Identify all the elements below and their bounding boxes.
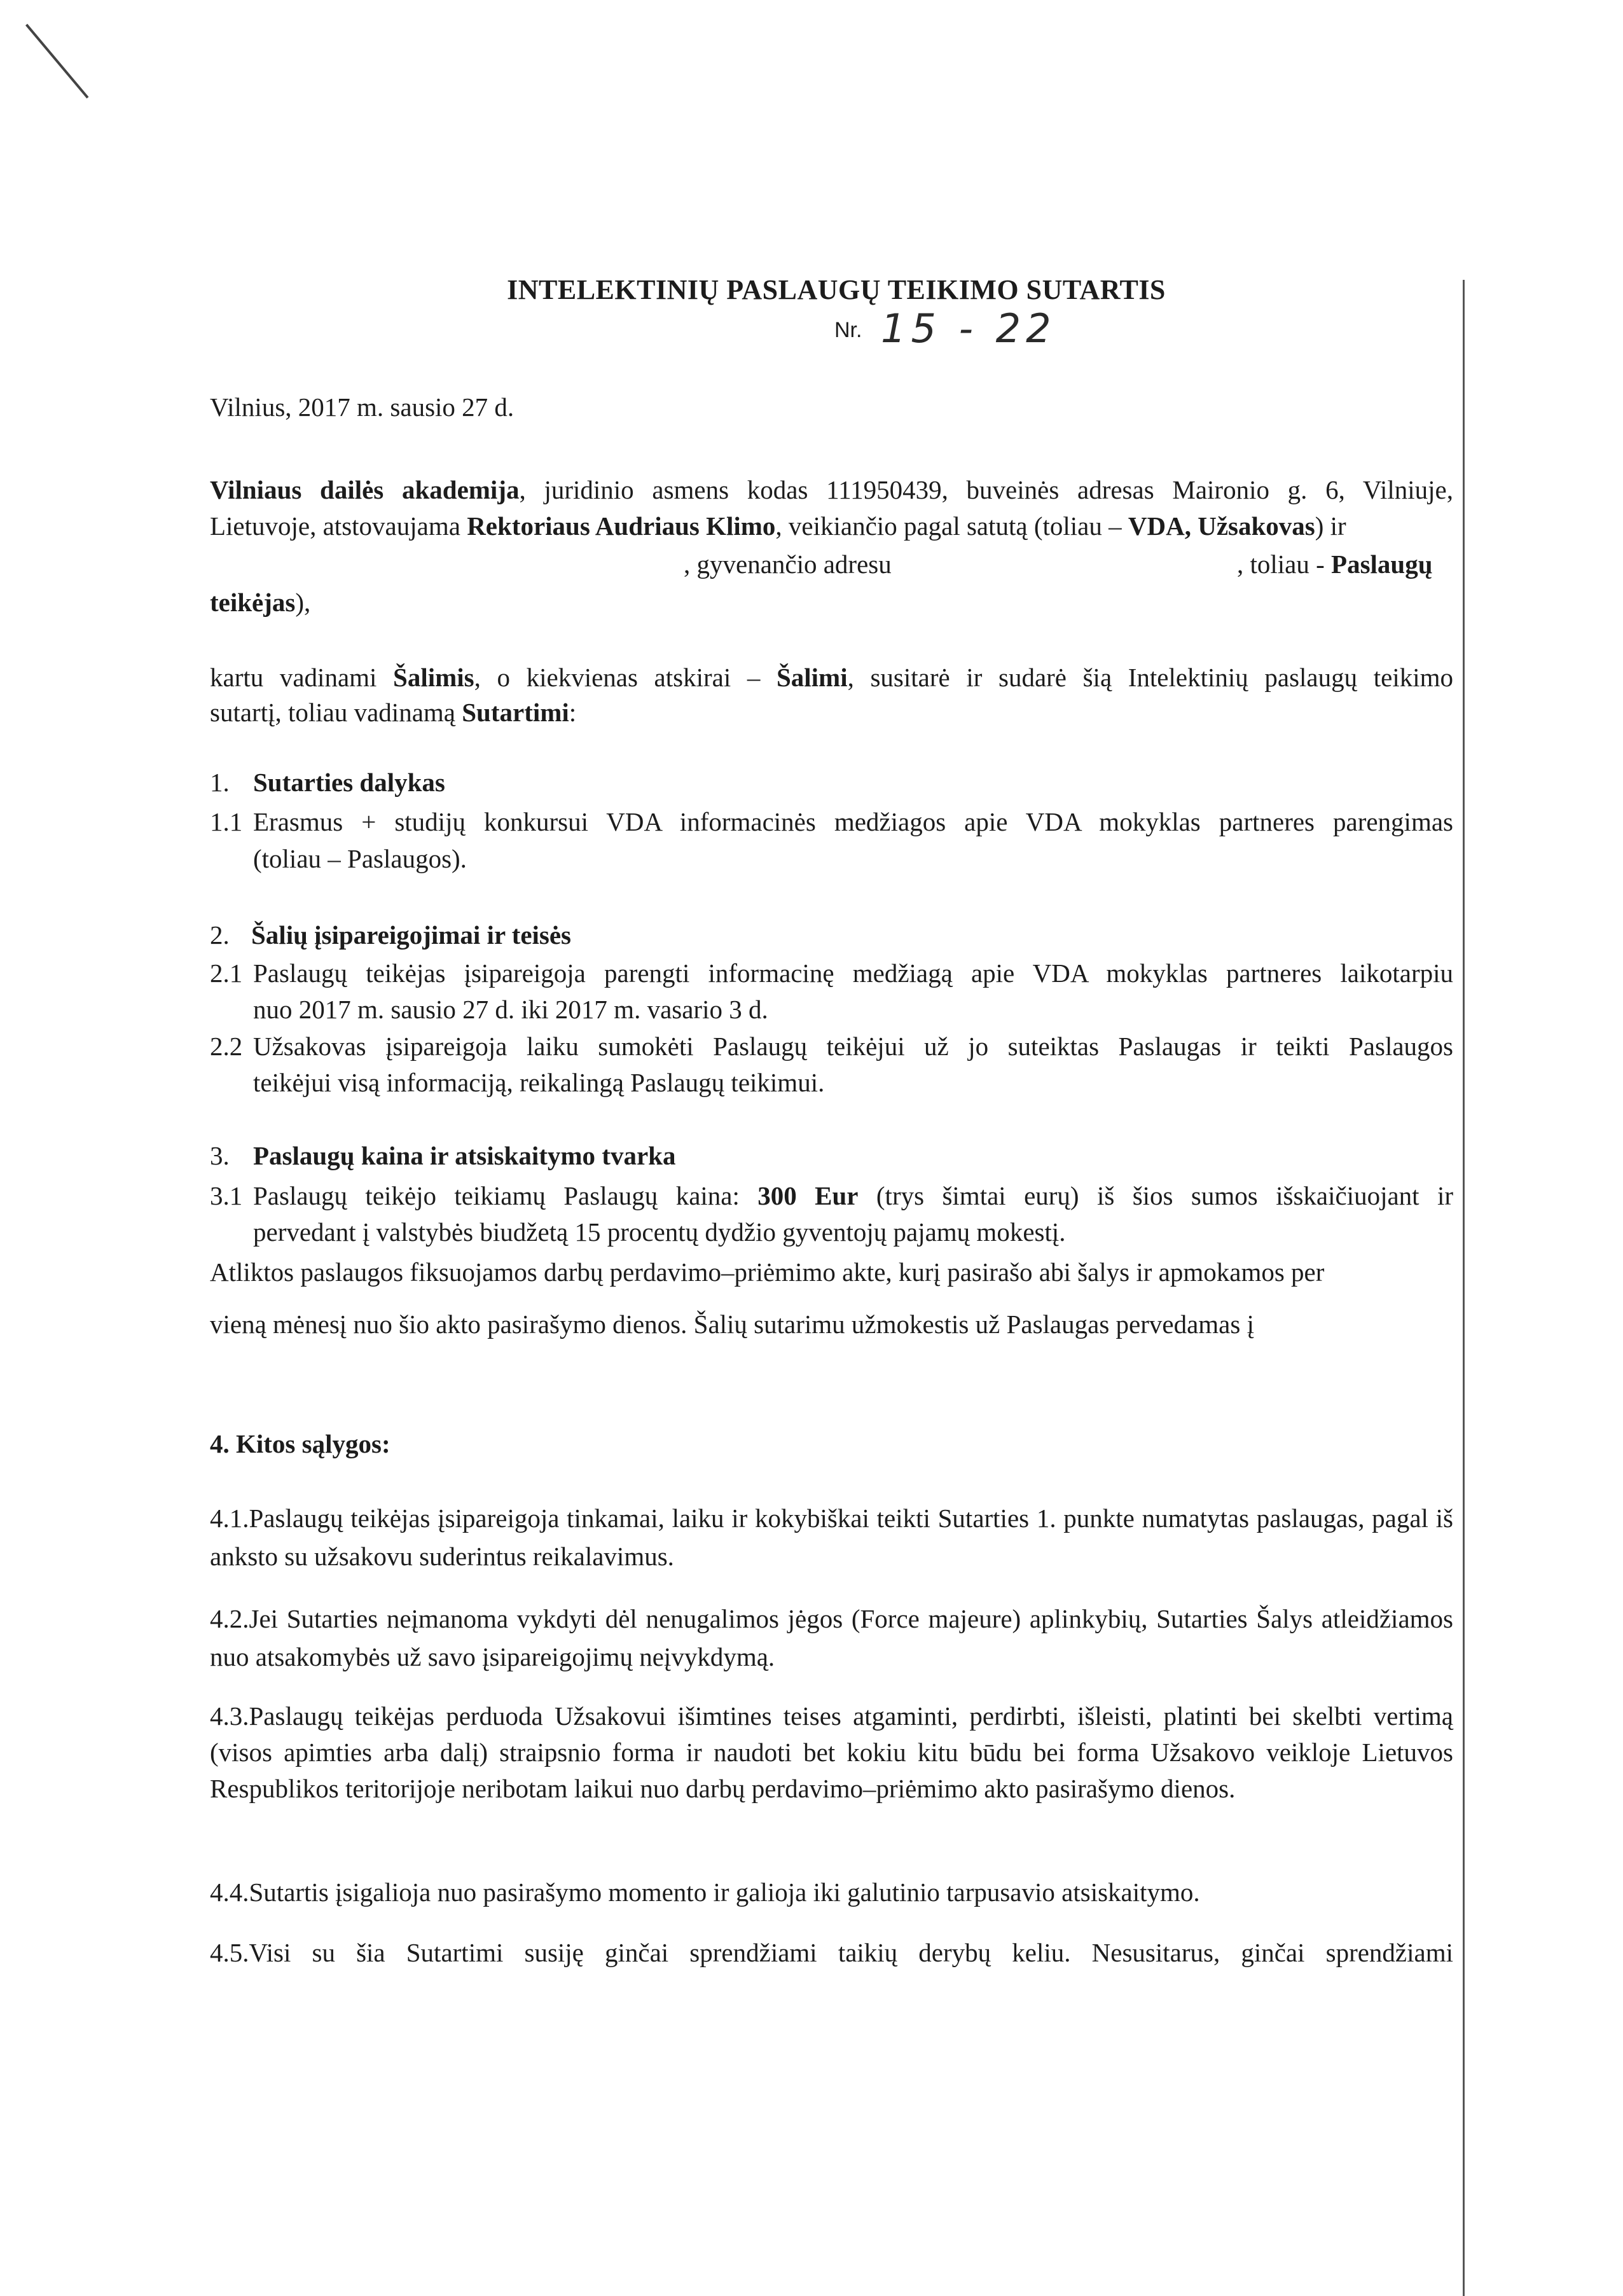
parties-text: , veikiančio pagal satutą (toliau – — [775, 511, 1128, 541]
payment-line-1: Atliktos paslaugos fiksuojamos darbų perdavimo–priėmimo akte, kurį pasirašo abi šalys ir apmokamos per — [210, 1257, 1325, 1287]
heading-text: Šalių įsipareigojimai ir teisės — [251, 920, 572, 950]
clause-1-1-line-2: (toliau – Paslaugos). — [253, 844, 467, 873]
vda-label: VDA, Užsakovas — [1128, 511, 1315, 541]
clause-2-1-line-1: Paslaugų teikėjas įsipareigoja parengti informacinę medžiagą apie VDA mokyklas partneres laikotarpiu — [253, 958, 1453, 988]
clause-3-1-number: 3.1 — [210, 1181, 243, 1210]
rector-name: Rektoriaus Audriaus Klimo — [467, 511, 776, 541]
parties-text: Lietuvoje, atstovaujama — [210, 511, 467, 541]
provider-line — [1237, 545, 1433, 583]
heading-text: Paslaugų kaina ir atsiskaitymo tvarka — [253, 1141, 676, 1170]
parties-text: , toliau - — [1237, 550, 1332, 579]
right-margin-line — [1463, 280, 1465, 2296]
clause-2-2-number: 2.2 — [210, 1032, 243, 1061]
parties-line-1 — [210, 471, 1453, 509]
intro-text: : — [569, 698, 577, 727]
term-sutartimi: Sutartimi — [462, 698, 569, 727]
contract-number-handwritten: 15 - 22 — [881, 305, 1056, 352]
section-2-title — [251, 916, 571, 954]
section-2-number: 2. — [210, 920, 230, 950]
contract-number-label: Nr. — [834, 318, 862, 342]
clause-3-1-line-2: pervedant į valstybės biudžetą 15 procentų dydžio gyventojų pajamų mokestį. — [253, 1217, 1066, 1247]
section-1-title — [253, 763, 445, 801]
section-3-title — [253, 1137, 675, 1175]
clause-3-1-line-1 — [253, 1177, 1453, 1215]
payment-line-2: vieną mėnesį nuo šio akto pasirašymo dienos. Šalių sutarimu užmokestis už Paslaugas pervedamas į — [210, 1310, 1254, 1339]
intro-line-1 — [210, 658, 1453, 696]
clause-1-1-line-1: Erasmus + studijų konkursui VDA informacinės medžiagos apie VDA mokyklas partneres parengimas — [253, 807, 1453, 836]
clause-2-2-line-2: teikėjui visą informaciją, reikalingą Paslaugų teikimui. — [253, 1068, 825, 1097]
heading-text: Sutarties dalykas — [253, 768, 445, 797]
clause-2-1-number: 2.1 — [210, 958, 243, 988]
provider-label: Paslaugų — [1331, 550, 1433, 579]
parties-text: ), — [295, 588, 311, 617]
intro-text: , o kiekvienas atskirai – — [474, 663, 777, 692]
clause-2-1-line-2: nuo 2017 m. sausio 27 d. iki 2017 m. vasario 3 d. — [253, 995, 768, 1024]
clause-4-1: 4.1.Paslaugų teikėjas įsipareigoja tinkamai, laiku ir kokybiškai teikti Sutarties 1. punkte numatytas paslaugas, pagal iš anksto su užsakovu suderintus reikalavimus. — [210, 1504, 1453, 1571]
clause-4-4: 4.4.Sutartis įsigalioja nuo pasirašymo momento ir galioja iki galutinio tarpusavio atsiskaitymo. — [210, 1878, 1200, 1907]
document-title: INTELEKTINIŲ PASLAUGŲ TEIKIMO SUTARTIS — [507, 274, 1166, 305]
org-name: Vilniaus dailės akademija — [210, 475, 520, 504]
parties-text: ) ir — [1315, 511, 1346, 541]
section-1-number: 1. — [210, 768, 230, 797]
parties-text: , juridinio asmens kodas 111950439, buveinės adresas Maironio g. 6, Vilniuje, — [519, 475, 1454, 504]
clause-text: (trys šimtai eurų) iš šios sumos išskaičiuojant ir — [858, 1181, 1453, 1210]
clause-4-3: 4.3.Paslaugų teikėjas perduoda Užsakovui išimtines teises atgaminti, perdirbti, išleisti, platinti bei skelbti vertimą (visos apimties arba dalį) straipsnio forma ir naudoti bet kokiu kitu būdu bei forma Užsakovo veikloje Lietuvos Respublikos teritorijoje neribotam laikui nuo darbų perdavimo–priėmimo akto pasirašymo dienos. — [210, 1701, 1453, 1803]
pen-stroke-mark — [25, 24, 88, 98]
price-value: 300 Eur — [757, 1181, 859, 1210]
parties-line-4 — [210, 583, 310, 621]
place-date: Vilnius, 2017 m. sausio 27 d. — [210, 392, 515, 422]
intro-line-2 — [210, 693, 576, 731]
section-3-number: 3. — [210, 1141, 230, 1170]
clause-text: Paslaugų teikėjo teikiamų Paslaugų kaina: — [253, 1181, 758, 1210]
provider-label: teikėjas — [210, 588, 296, 617]
intro-text: sutartį, toliau vadinamą — [210, 698, 462, 727]
heading-text: 4. Kitos sąlygos: — [210, 1429, 390, 1458]
clause-1-1-number: 1.1 — [210, 807, 243, 836]
clause-4-2: 4.2.Jei Sutarties neįmanoma vykdyti dėl nenugalimos jėgos (Force majeure) aplinkybių, Sutarties Šalys atleidžiamos nuo atsakomybės už savo įsipareigojimų neįvykdymą. — [210, 1604, 1453, 1671]
section-4-title — [210, 1425, 390, 1463]
intro-text: kartu vadinami — [210, 663, 394, 692]
address-text: , gyvenančio adresu — [684, 550, 892, 579]
clause-2-2-line-1: Užsakovas įsipareigoja laiku sumokėti Paslaugų teikėjui už jo suteiktas Paslaugas ir teikti Paslaugos — [253, 1032, 1453, 1061]
term-salimi: Šalimi — [776, 663, 848, 692]
parties-line-2 — [210, 507, 1346, 545]
clause-4-5: 4.5.Visi su šia Sutartimi susiję ginčai sprendžiami taikių derybų keliu. Nesusitarus, ginčai sprendžiami — [210, 1938, 1453, 1967]
term-salimis: Šalimis — [393, 663, 474, 692]
intro-text: , susitarė ir sudarė šią Intelektinių paslaugų teikimo — [847, 663, 1453, 692]
